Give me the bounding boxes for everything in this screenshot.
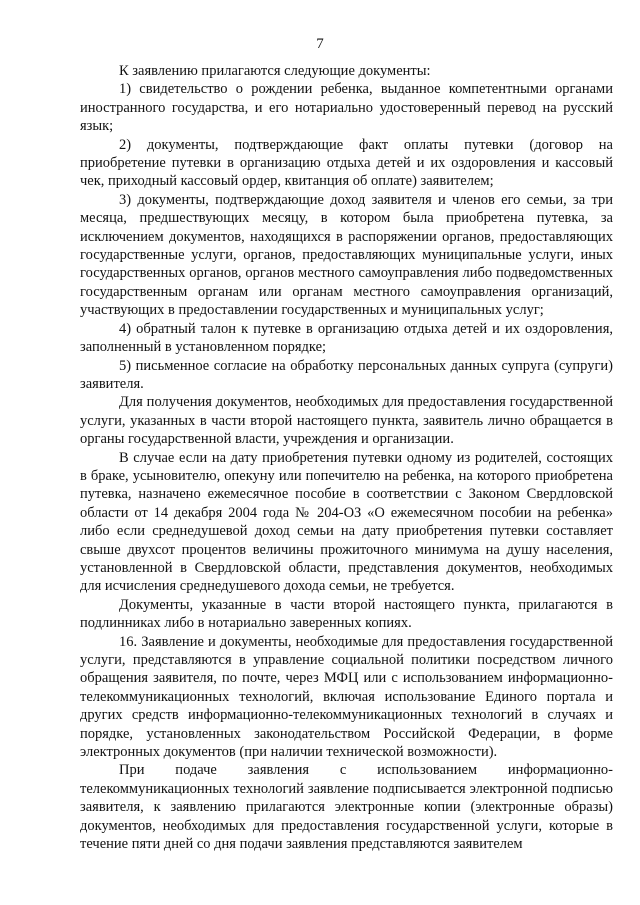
paragraph-exemption: В случае если на дату приобретения путевки одному из родителей, состоящих в браке, усыновителю, опекуну или попечителю на ребенка, на которого приобретена путевка, назначено ежемесячное пособие в соответствии с Законом Свердловской области от 14 декабря 2004 года № 204-ОЗ «О ежемесячном пособии на ребенка» либо если среднедушевой доход семьи на дату приобретения путевки составляет свыше двухсот процентов величины прожиточного минимума на душу населения, установленной в Свердловской области, представления документов, необходимых для исчисления среднедушевого дохода семьи, не требуется. bbox=[80, 449, 613, 595]
paragraph-originals: Документы, указанные в части второй настоящего пункта, прилагаются в подлинниках либо в нотариально заверенных копиях. bbox=[80, 596, 613, 632]
paragraph-electronic-submission: При подаче заявления с использованием информационно-телекоммуникационных технологий заявление подписывается электронной подписью заявителя, к заявлению прилагаются электронные копии (электронные образы) документов, необходимых для предоставления государственной услуги, которые в течение пяти дней со дня подачи заявления представляются заявителем bbox=[80, 762, 613, 853]
paragraph-item-4: 4) обратный талон к путевке в организацию отдыха детей и их оздоровления, заполненный в установленном порядке; bbox=[80, 320, 613, 356]
paragraph-item-2: 2) документы, подтверждающие факт оплаты путевки (договор на приобретение путевки в организацию отдыха детей и их оздоровления и кассовый чек, приходный кассовый ордер, квитанция об оплате) заявителем; bbox=[80, 136, 613, 190]
paragraph-item-3: 3) документы, подтверждающие доход заявителя и членов его семьи, за три месяца, предшествующих месяцу, в котором была приобретена путевка, за исключением документов, находящихся в распоряжении органов, предоставляющих государственные услуги, органов, предоставляющих муниципальные услуги, иных государственных органов, органов местного самоуправления либо подведомственных государственным органам или органам местного самоуправления организаций, участвующих в предоставлении государственных и муниципальных услуг; bbox=[80, 191, 613, 319]
document-body bbox=[80, 62, 613, 853]
paragraph-item-1: 1) свидетельство о рождении ребенка, выданное компетентными органами иностранного государства, и его нотариально удостоверенный перевод на русский язык; bbox=[80, 81, 613, 135]
paragraph-documents-intro: К заявлению прилагаются следующие документы: bbox=[119, 63, 431, 79]
paragraph-item-5: 5) письменное согласие на обработку персональных данных супруга (супруги) заявителя. bbox=[80, 357, 613, 392]
page-number: 7 bbox=[316, 36, 324, 52]
paragraph-obtaining-documents: Для получения документов, необходимых для предоставления государственной услуги, указанных в части второй настоящего пункта, заявитель лично обращается в органы государственной власти, учреждения и организации. bbox=[80, 394, 613, 448]
paragraph-section-16: 16. Заявление и документы, необходимые для предоставления государственной услуги, представляются в управление социальной политики посредством личного обращения заявителя, по почте, через МФЦ или с использованием информационно-телекоммуникационных технологий, включая использование Единого портала и других средств информационно-телекоммуникационных технологий в случаях и порядке, установленных законодательством Российской Федерации, в форме электронных документов (при наличии технической возможности). bbox=[80, 633, 613, 761]
